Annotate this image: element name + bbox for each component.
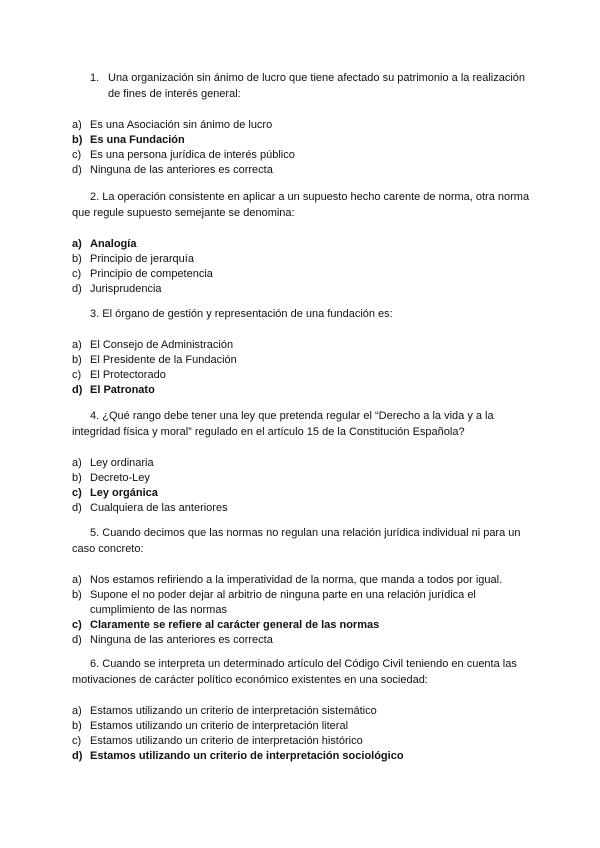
options-list: [72, 118, 532, 178]
question-text: Cuando decimos que las normas no regulan una relación jurídica individual ni para un caso concreto:: [72, 527, 521, 555]
question-text: El órgano de gestión y representación de una fundación es:: [102, 308, 393, 320]
option-c: c) El Protectorado: [72, 369, 166, 381]
option-d: d) Ninguna de las anteriores es correcta: [72, 634, 273, 646]
question-text: ¿Qué rango debe tener una ley que pretenda regular el “Derecho a la vida y a la integridad física y moral” regulado en el artículo 15 de la Constitución Española?: [72, 410, 494, 438]
question-stem: [72, 189, 532, 221]
option-c: c) Estamos utilizando un criterio de interpretación histórico: [72, 735, 363, 747]
options-list: [72, 237, 532, 297]
question-stem: [72, 70, 532, 102]
option-c: c) Es una persona jurídica de interés público: [72, 149, 295, 161]
question-3: [72, 306, 532, 398]
question-2: [72, 189, 532, 297]
question-stem: [72, 656, 532, 688]
question-number: 5.: [90, 527, 100, 539]
option-c: c) Principio de competencia: [72, 268, 213, 280]
question-number: 2.: [90, 191, 100, 203]
question-text: Una organización sin ánimo de lucro que tiene afectado su patrimonio a la realización de fines de interés general:: [108, 72, 526, 100]
option-a-correct: a) Analogía: [72, 238, 137, 250]
option-d-correct: d) Estamos utilizando un criterio de interpretación sociológico: [72, 750, 404, 762]
option-d: d) Jurisprudencia: [72, 283, 162, 295]
option-a: a) Ley ordinaria: [72, 457, 154, 469]
options-list: [72, 456, 532, 516]
option-d: d) Cualquiera de las anteriores: [72, 502, 228, 514]
question-number: 3.: [90, 308, 100, 320]
options-list: [72, 338, 532, 398]
option-b: b) Decreto-Ley: [72, 472, 150, 484]
option-b: b) El Presidente de la Fundación: [72, 354, 237, 366]
question-stem: [72, 306, 532, 322]
option-d: d) Ninguna de las anteriores es correcta: [72, 164, 273, 176]
question-stem: [72, 408, 532, 440]
question-5: [72, 525, 532, 648]
question-1: [72, 70, 532, 178]
options-list: [72, 573, 532, 648]
question-number: 4.: [90, 410, 100, 422]
question-4: [72, 408, 532, 516]
option-a: a) El Consejo de Administración: [72, 339, 234, 351]
option-a: a) Es una Asociación sin ánimo de lucro: [72, 119, 273, 131]
option-a: a) Nos estamos refiriendo a la imperatividad de la norma, que manda a todos por igual.: [72, 574, 503, 586]
option-b: b) Supone el no poder dejar al arbitrio de ninguna parte en una relación jurídica el cumplimiento de las normas: [72, 589, 476, 616]
question-6: [72, 656, 532, 764]
option-c-correct: c) Ley orgánica: [72, 487, 158, 499]
question-stem: [72, 525, 532, 557]
option-a: a) Estamos utilizando un criterio de interpretación sistemático: [72, 705, 377, 717]
option-d-correct: d) El Patronato: [72, 384, 155, 396]
question-text: La operación consistente en aplicar a un supuesto hecho carente de norma, otra norma que regule supuesto semejante se denomina:: [72, 191, 530, 219]
question-number: 6.: [90, 658, 100, 670]
question-text: Cuando se interpreta un determinado artículo del Código Civil teniendo en cuenta las motivaciones de carácter político económico existentes en una sociedad:: [72, 658, 517, 686]
option-b: b) Estamos utilizando un criterio de interpretación literal: [72, 720, 349, 732]
option-c-correct: c) Claramente se refiere al carácter general de las normas: [72, 619, 380, 631]
question-number: 1.: [90, 72, 100, 84]
option-b: b) Principio de jerarquía: [72, 253, 194, 265]
options-list: [72, 704, 532, 764]
option-b-correct: b) Es una Fundación: [72, 134, 185, 146]
